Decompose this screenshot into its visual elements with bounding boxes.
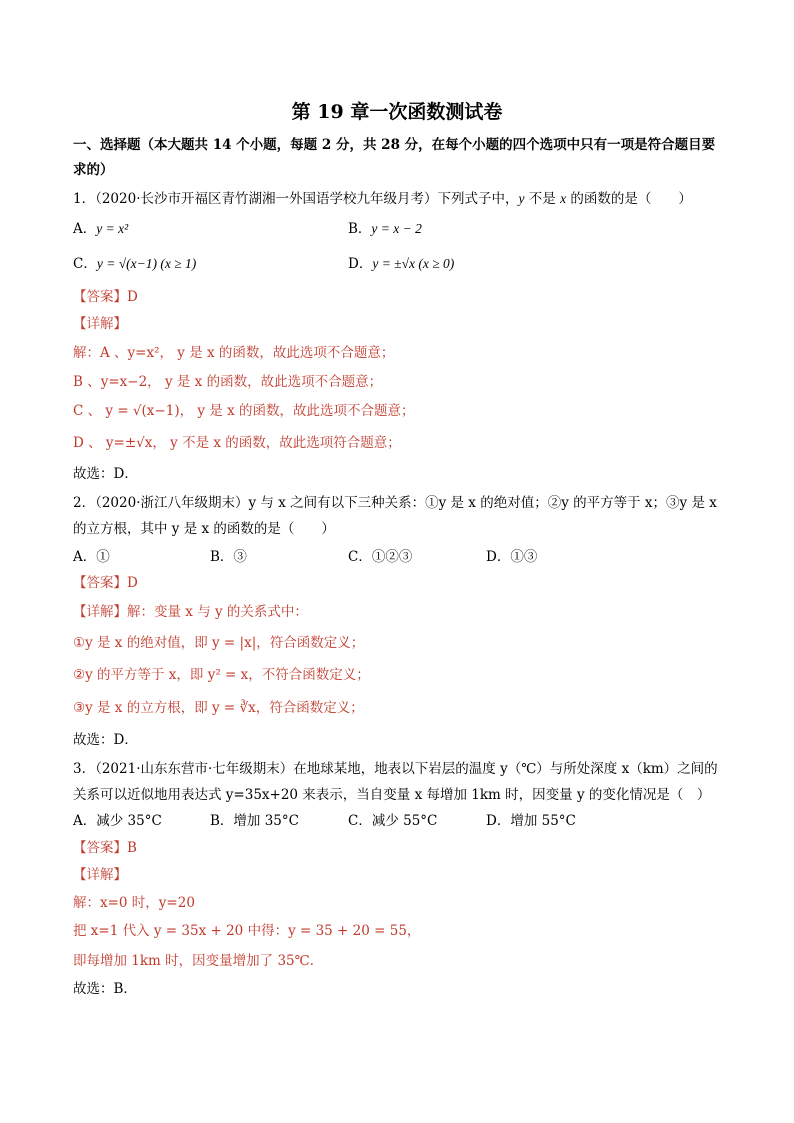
q1-option-c: [73, 254, 196, 274]
q1-solution-d: D 、 y=±√x， y 不是 x 的函数，故此选项符合题意；: [73, 435, 401, 451]
q3-stem-line2: 关系可以近似地用表达式 y=35x+20 来表示，当自变量 x 每增加 1km 时，因变量 y 的变化情况是（ ）: [73, 787, 711, 803]
q3-solution-2: 把 x=1 代入 y = 35x + 20 中得：y = 35 + 20 = 55，: [73, 923, 421, 939]
q2-solution-1: ①y 是 x 的绝对值，即 y = |x|，符合函数定义；: [73, 635, 365, 651]
q2-option-c: C．①②③: [348, 549, 413, 565]
q2-option-d: D．①③: [486, 549, 538, 565]
q3-conclusion: 故选：B．: [73, 981, 137, 997]
q2-answer: 【答案】D: [73, 575, 138, 591]
q1-option-b-math: y = x − 2: [371, 221, 422, 236]
q1-option-d-math: y = ±√x (x ≥ 0): [372, 256, 455, 271]
q1-answer: 【答案】D: [73, 289, 138, 305]
q2-solution-3: ③y 是 x 的立方根，即 y = ∛x，符合函数定义；: [73, 700, 364, 716]
q3-solution-1: 解：x=0 时，y=20: [73, 895, 195, 911]
q1-stem: [73, 189, 692, 209]
q3-option-c: C．减少 55°C: [348, 813, 438, 829]
q2-conclusion: 故选：D．: [73, 732, 138, 748]
q3-stem-line1: 3．（2021·山东东营市·七年级期末）在地球某地，地表以下岩层的温度 y（℃）与所处深度 x（km）之间的: [73, 761, 718, 777]
q1-stem-a: 1．（2020·长沙市开福区青竹湖湘一外国语学校九年级月考）下列式子中，: [73, 191, 519, 207]
page-title: 第 19 章一次函数测试卷: [291, 101, 503, 123]
q1-option-b: [348, 219, 422, 239]
q1-option-a-math: y = x²: [96, 221, 129, 236]
q2-solution-2: ②y 的平方等于 x，即 y² = x，不符合函数定义；: [73, 667, 370, 683]
q1-stem-c: 的函数的是（ ）: [566, 191, 692, 207]
q1-option-c-math: y = √(x−1) (x ≥ 1): [96, 256, 197, 271]
q1-stem-y: y: [518, 191, 525, 206]
q3-option-b: B．增加 35°C: [210, 813, 299, 829]
q2-option-b: B．③: [210, 549, 247, 565]
q3-option-a: A．减少 35°C: [73, 813, 162, 829]
q1-option-b-label: B．: [348, 221, 372, 237]
q2-detail: 【详解】解：变量 x 与 y 的关系式中：: [73, 604, 308, 620]
q1-option-d-label: D．: [348, 256, 373, 272]
q3-answer: 【答案】B: [73, 840, 137, 856]
q1-option-c-label: C．: [73, 256, 97, 272]
q1-stem-b: 不是: [524, 191, 561, 207]
q1-conclusion: 故选：D．: [73, 466, 138, 482]
q3-detail-label: 【详解】: [73, 867, 127, 883]
q2-stem-line1: 2．（2020·浙江八年级期末）y 与 x 之间有以下三种关系：①y 是 x 的绝对值；②y 的平方等于 x；③y 是 x: [73, 495, 717, 511]
q1-solution-c: C 、 y = √(x−1)， y 是 x 的函数，故此选项不合题意；: [73, 403, 415, 419]
q1-option-d: [348, 254, 454, 274]
q1-solution-a: 解：A 、y=x²， y 是 x 的函数，故此选项不合题意；: [73, 345, 395, 361]
section-heading-line2: 求的）: [73, 162, 114, 178]
q2-stem-line2: 的立方根，其中 y 是 x 的函数的是（ ）: [73, 521, 335, 537]
section-heading-line1: 一、选择题（本大题共 14 个小题，每题 2 分，共 28 分，在每个小题的四个选项中只有一项是符合题目要: [73, 137, 716, 153]
q3-solution-3: 即每增加 1km 时，因变量增加了 35℃．: [73, 953, 324, 969]
q2-option-a: A．①: [73, 549, 110, 565]
q1-solution-b: B 、y=x−2， y 是 x 的函数，故此选项不合题意；: [73, 374, 383, 390]
q1-option-a-label: A．: [73, 221, 97, 237]
q1-detail-label: 【详解】: [73, 316, 127, 332]
q3-option-d: D．增加 55°C: [486, 813, 576, 829]
q1-option-a: [73, 219, 128, 239]
q1-stem-x: x: [560, 191, 567, 206]
